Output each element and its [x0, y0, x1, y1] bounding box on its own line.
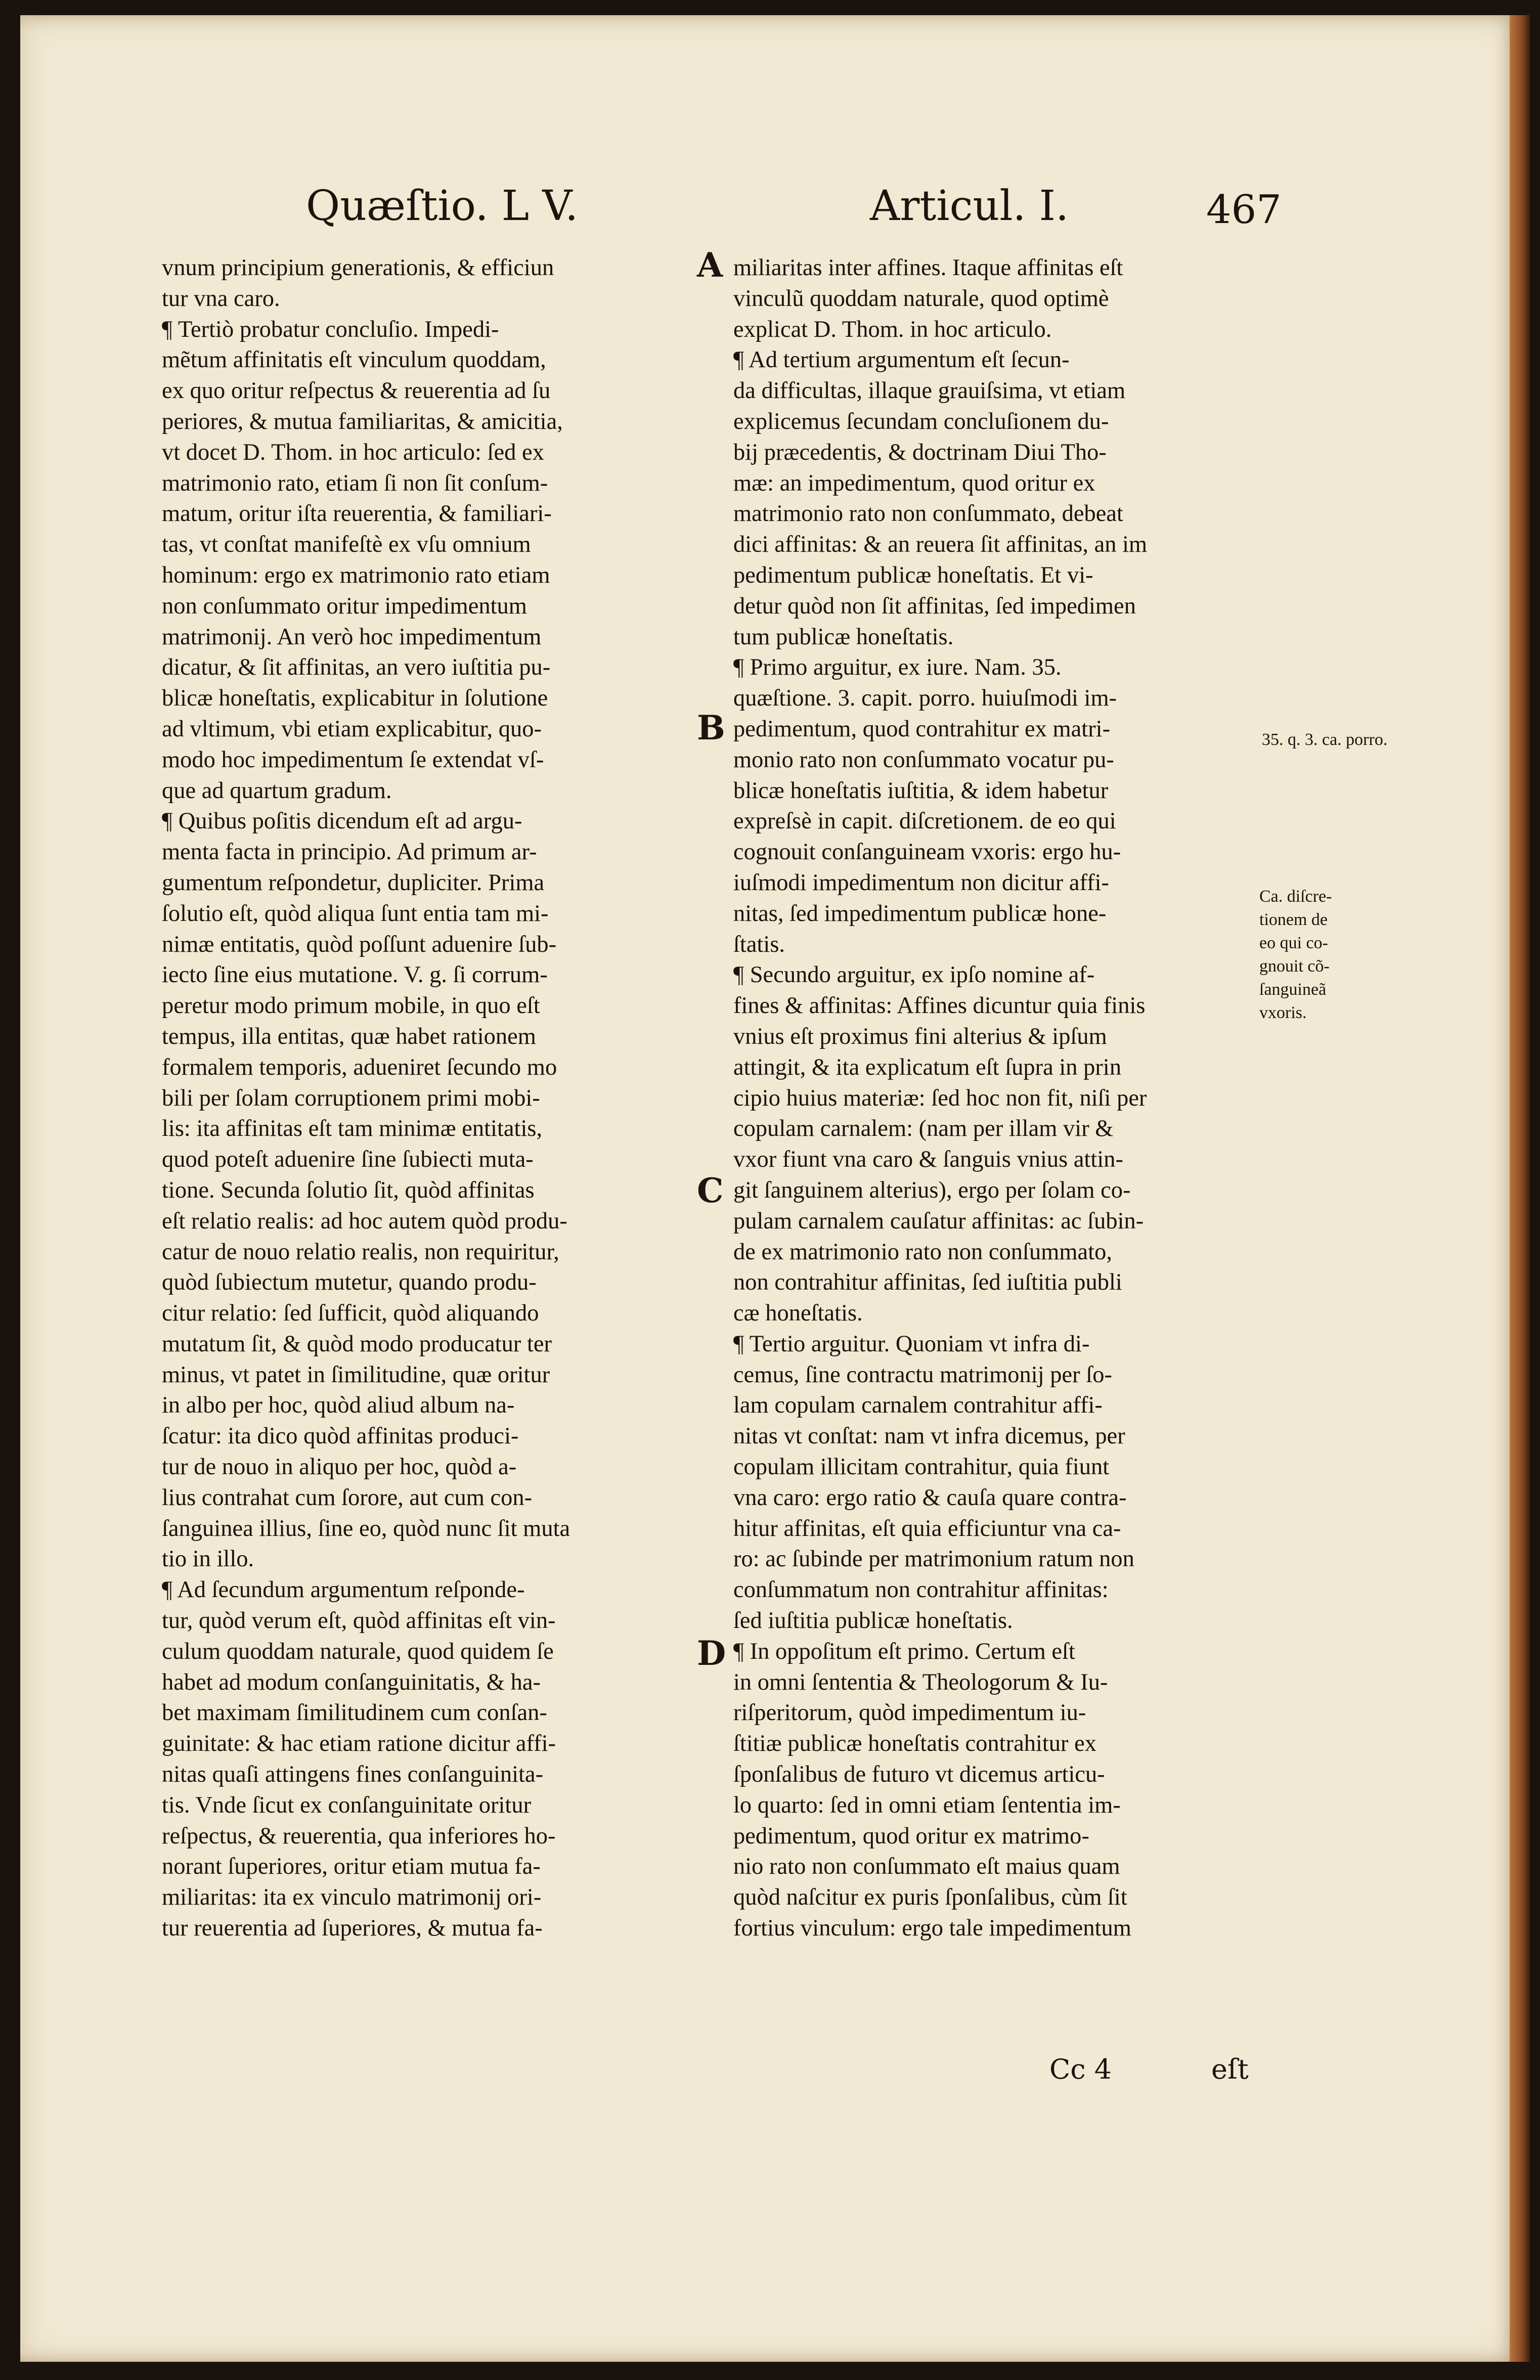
text-line: lam copulam carnalem contrahitur affi- [733, 1392, 1103, 1419]
text-line: blicæ honeſtatis iuſtitia, & idem habetur [733, 777, 1109, 804]
text-line: iuſmodi impedimentum non dicitur affi- [733, 869, 1110, 896]
text-line: matum, oritur iſta reuerentia, & familiari- [162, 501, 552, 527]
text-line: in omni ſententia & Theologorum & Iu- [733, 1669, 1108, 1695]
text-line: minus, vt patet in ſimilitudine, quæ oritur [162, 1361, 550, 1388]
text-line: formalem temporis, adueniret ſecundo mo [162, 1054, 557, 1080]
text-line: modo hoc impedimentum ſe extendat vſ- [162, 746, 544, 773]
text-line: fines & affinitas: Affines dicuntur quia finis [733, 993, 1146, 1019]
text-line: citur relatio: ſed ſufficit, quòd aliquando [162, 1300, 539, 1327]
text-line: quòd ſubiectum mutetur, quando produ- [162, 1269, 537, 1296]
text-line: habet ad modum conſanguinitatis, & ha- [162, 1669, 541, 1695]
folio-number: 467 [1206, 187, 1282, 233]
text-line: quod poteſt aduenire ſine ſubiecti muta- [162, 1147, 534, 1173]
text-line: hitur affinitas, eſt quia efficiuntur vna ca- [733, 1515, 1121, 1541]
text-line: monio rato non conſummato vocatur pu- [733, 746, 1114, 773]
text-line: ¶ Primo arguitur, ex iure. Nam. 35. [733, 654, 1062, 681]
text-line: mẽtum affinitatis eſt vinculum quoddam, [162, 347, 546, 373]
text-line: miliaritas inter affines. Itaque affinitas eſt [733, 255, 1123, 281]
text-line: copulam illicitam contrahitur, quia fiunt [733, 1454, 1110, 1480]
text-line: da difficultas, illaque grauiſsima, vt etiam [733, 378, 1126, 404]
text-line: ex quo oritur reſpectus & reuerentia ad ſu [162, 378, 551, 404]
text-line: matrimonio rato, etiam ſi non ſit conſum- [162, 470, 548, 496]
text-line: ſtatis. [733, 931, 785, 957]
text-line: reſpectus, & reuerentia, qua inferiores ho- [162, 1823, 556, 1849]
text-line: tas, vt conſtat manifeſtè ex vſu omnium [162, 532, 531, 558]
text-line: mutatum ſit, & quòd modo producatur ter [162, 1331, 552, 1357]
text-line: lo quarto: ſed in omni etiam ſententia im- [733, 1792, 1121, 1818]
text-line: detur quòd non ſit affinitas, ſed impedimen [733, 593, 1136, 619]
text-line: bet maximam ſimilitudinem cum conſan- [162, 1700, 547, 1726]
text-line: in albo per hoc, quòd aliud album na- [162, 1392, 515, 1419]
text-line: quòd naſcitur ex puris ſponſalibus, cùm ſit [733, 1884, 1127, 1911]
text-line: lius contrahat cum ſorore, aut cum con- [162, 1484, 533, 1511]
text-line: mæ: an impedimentum, quod oritur ex [733, 470, 1095, 496]
text-line: ¶ Quibus poſitis dicendum eſt ad argu- [162, 808, 522, 834]
margin-note-canon-porro: 35. q. 3. ca. porro. [1262, 730, 1388, 749]
text-line: gumentum reſpondetur, dupliciter. Prima [162, 869, 545, 896]
text-line: pedimentum, quod contrahitur ex matri- [733, 716, 1111, 742]
margin-note-line: vxoris. [1259, 1003, 1307, 1022]
catchword: eſt [1211, 2053, 1249, 2085]
text-line: ſed iuſtitia publicæ honeſtatis. [733, 1608, 1013, 1634]
text-line: nitas vt conſtat: nam vt infra dicemus, per [733, 1423, 1125, 1449]
text-line: ¶ In oppoſitum eſt primo. Certum eſt [733, 1638, 1075, 1664]
text-line: ¶ Ad tertium argumentum eſt ſecun- [733, 347, 1070, 373]
text-line: tur de nouo in aliquo per hoc, quòd a- [162, 1454, 517, 1480]
text-line: vnius eſt proximus fini alterius & ipſum [733, 1023, 1107, 1049]
text-line: fortius vinculum: ergo tale impedimentum [733, 1915, 1131, 1942]
text-line: ſanguinea illius, ſine eo, quòd nunc ſit muta [162, 1515, 570, 1541]
text-line: ¶ Secundo arguitur, ex ipſo nomine af- [733, 962, 1095, 988]
left-text-column [162, 253, 693, 1944]
text-line: matrimonio rato non conſummato, debeat [733, 501, 1123, 527]
right-text-column [733, 253, 1247, 1944]
running-head-question: Quæſtio. L V. [306, 182, 579, 230]
text-line: matrimonij. An verò hoc impedimentum [162, 624, 542, 650]
text-line: ¶ Tertiò probatur concluſio. Impedi- [162, 316, 499, 342]
text-line: catur de nouo relatio realis, non requiritur, [162, 1239, 559, 1265]
text-line: ſtitiæ publicæ honeſtatis contrahitur ex [733, 1731, 1097, 1757]
text-line: ſolutio eſt, quòd aliqua ſunt entia tam mi- [162, 900, 549, 927]
text-line: explicemus ſecundam concluſionem du- [733, 408, 1109, 434]
text-line: tum publicæ honeſtatis. [733, 624, 954, 650]
text-line: vna caro: ergo ratio & cauſa quare contra- [733, 1484, 1127, 1511]
text-line: vinculũ quoddam naturale, quod optimè [733, 285, 1109, 312]
text-line: menta facta in principio. Ad primum ar- [162, 839, 537, 865]
text-line: quæſtione. 3. capit. porro. huiuſmodi im- [733, 685, 1117, 712]
text-line: pedimentum publicæ honeſtatis. Et vi- [733, 562, 1093, 588]
section-letter-d: D [697, 1634, 726, 1673]
text-line: peretur modo primum mobile, in quo eſt [162, 993, 540, 1019]
text-line: bili per ſolam corruptionem primi mobi- [162, 1085, 540, 1111]
margin-note-line: tionem de [1259, 910, 1328, 929]
text-line: vt docet D. Thom. in hoc articulo: ſed ex [162, 439, 544, 465]
text-line: explicat D. Thom. in hoc articulo. [733, 316, 1052, 342]
text-line: ro: ac ſubinde per matrimonium ratum non [733, 1546, 1134, 1572]
text-line: non conſummato oritur impedimentum [162, 593, 527, 619]
margin-note-discretionem [1259, 885, 1332, 1025]
text-line: nimæ entitatis, quòd poſſunt aduenire ſub- [162, 931, 557, 957]
text-line: riſperitorum, quòd impedimentum iu- [733, 1700, 1086, 1726]
running-head-article: Articul. I. [870, 182, 1069, 230]
text-line: conſummatum non contrahitur affinitas: [733, 1577, 1109, 1603]
text-line: cæ honeſtatis. [733, 1300, 863, 1327]
text-line: ad vltimum, vbi etiam explicabitur, quo- [162, 716, 542, 742]
text-line: lis: ita affinitas eſt tam minimæ entitatis, [162, 1116, 543, 1142]
text-line: blicæ honeſtatis, explicabitur in ſolutione [162, 685, 548, 712]
section-letter-b: B [697, 708, 725, 747]
text-line: tione. Secunda ſolutio ſit, quòd affinitas [162, 1177, 535, 1203]
text-line: iecto ſine eius mutatione. V. g. ſi corrum- [162, 962, 548, 988]
text-line: copulam carnalem: (nam per illam vir & [733, 1116, 1114, 1142]
text-line: hominum: ergo ex matrimonio rato etiam [162, 562, 550, 588]
text-line: nitas quaſi attingens fines conſanguinita- [162, 1761, 544, 1788]
text-line: nitas, ſed impedimentum publicæ hone- [733, 900, 1107, 927]
text-line: expreſsè in capit. diſcretionem. de eo qui [733, 808, 1116, 834]
section-letter-a: A [697, 245, 723, 285]
text-line: ſponſalibus de futuro vt dicemus articu- [733, 1761, 1105, 1788]
text-line: eſt relatio realis: ad hoc autem quòd produ- [162, 1208, 567, 1234]
text-line: que ad quartum gradum. [162, 777, 392, 804]
page-edge [1510, 15, 1530, 2362]
text-line: norant ſuperiores, oritur etiam mutua fa- [162, 1854, 541, 1880]
text-line: cipio huius materiæ: ſed hoc non fit, niſi per [733, 1085, 1147, 1111]
text-line: pedimentum, quod oritur ex matrimo- [733, 1823, 1089, 1849]
text-line: dicatur, & ſit affinitas, an vero iuſtitia pu- [162, 654, 551, 681]
text-line: dici affinitas: & an reuera ſit affinitas, an im [733, 532, 1148, 558]
text-line: vxor fiunt vna caro & ſanguis vnius attin- [733, 1147, 1123, 1173]
text-line: miliaritas: ita ex vinculo matrimonij ori- [162, 1884, 542, 1911]
margin-note-line: ſanguineã [1259, 980, 1327, 999]
margin-note-line: eo qui co- [1259, 934, 1328, 952]
text-line: attingit, & ita explicatum eſt ſupra in prin [733, 1054, 1122, 1080]
text-line: guinitate: & hac etiam ratione dicitur affi- [162, 1731, 556, 1757]
text-line: periores, & mutua familiaritas, & amicitia, [162, 408, 563, 434]
margin-note-line: Ca. diſcre- [1259, 887, 1332, 906]
text-line: git ſanguinem alterius), ergo per ſolam co- [733, 1177, 1131, 1203]
margin-note-line: gnouit cõ- [1259, 957, 1330, 976]
text-line: nio rato non conſummato eſt maius quam [733, 1854, 1120, 1880]
text-line: ¶ Ad ſecundum argumentum reſponde- [162, 1577, 525, 1603]
text-line: ¶ Tertio arguitur. Quoniam vt infra di- [733, 1331, 1090, 1357]
text-line: tur reuerentia ad ſuperiores, & mutua fa- [162, 1915, 543, 1942]
text-line: cemus, ſine contractu matrimonij per ſo- [733, 1361, 1112, 1388]
text-line: pulam carnalem cauſatur affinitas: ac ſubin- [733, 1208, 1144, 1234]
text-line: vnum principium generationis, & efficiun [162, 255, 554, 281]
text-line: de ex matrimonio rato non conſummato, [733, 1239, 1112, 1265]
text-line: tempus, illa entitas, quæ habet rationem [162, 1023, 536, 1049]
text-line: bij præcedentis, & doctrinam Diui Tho- [733, 439, 1107, 465]
text-line: ſcatur: ita dico quòd affinitas produci- [162, 1423, 519, 1449]
text-line: tis. Vnde ſicut ex conſanguinitate oritur [162, 1792, 532, 1818]
text-line: tur, quòd verum eſt, quòd affinitas eſt vin- [162, 1608, 556, 1634]
section-letter-c: C [697, 1171, 724, 1210]
text-line: culum quoddam naturale, quod quidem ſe [162, 1638, 554, 1664]
text-line: tur vna caro. [162, 285, 280, 312]
text-line: non contrahitur affinitas, ſed iuſtitia publi [733, 1269, 1122, 1296]
signature-mark: Cc 4 [1049, 2053, 1112, 2085]
text-line: tio in illo. [162, 1546, 254, 1572]
text-line: cognouit conſanguineam vxoris: ergo hu- [733, 839, 1121, 865]
